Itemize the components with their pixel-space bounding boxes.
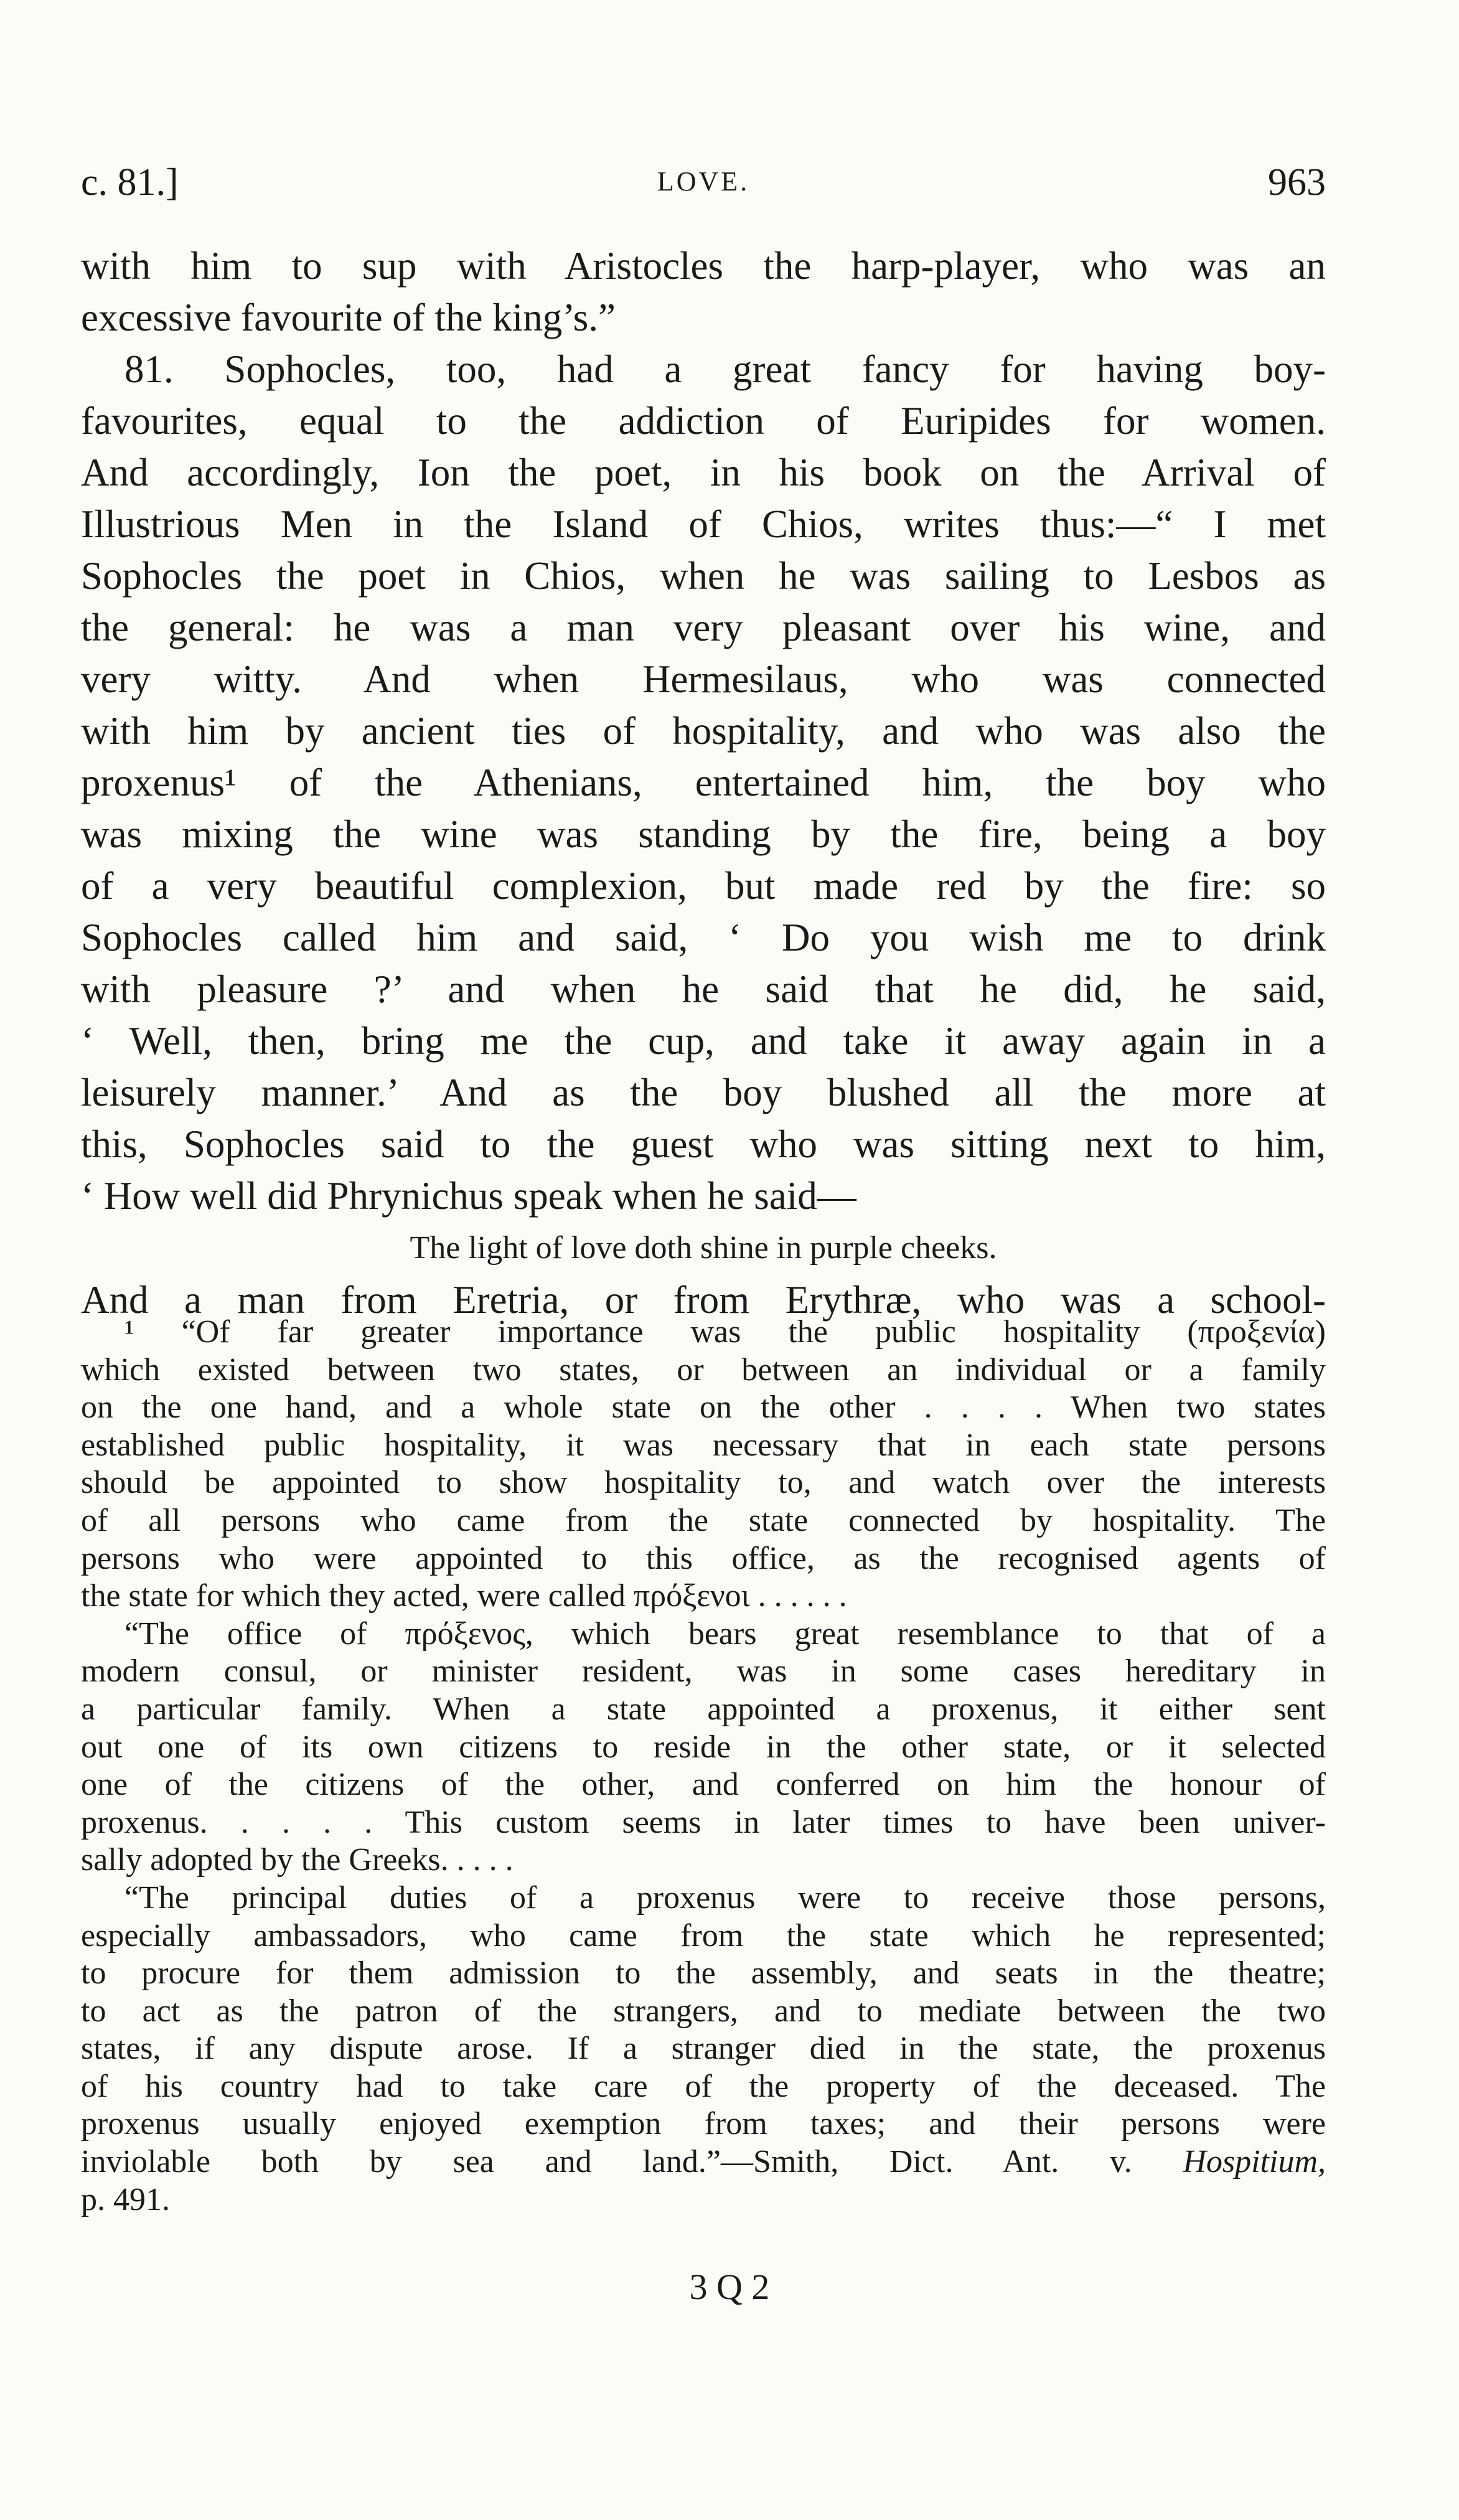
footnote-line: p. 491. xyxy=(81,2181,170,2217)
footnote-line: established public hospitality, it was necessary that in each state persons xyxy=(81,1427,1326,1463)
text-line: proxenus¹ of the Athenians, entertained him, the boy who xyxy=(81,761,1326,804)
text-line: very witty. And when Hermesilaus, who was connected xyxy=(81,657,1326,701)
footnote-line: states, if any dispute arose. If a stranger died in the state, the proxenus xyxy=(81,2031,1326,2067)
citation-text: inviolable both by sea and land.”—Smith, Dict. Ant. v. xyxy=(81,2144,1132,2180)
text-line: leisurely manner.’ And as the boy blushed all the more at xyxy=(81,1071,1326,1114)
page-number: 963 xyxy=(1268,161,1326,204)
footnote-line: out one of its own citizens to reside in the other state, or it selected xyxy=(81,1729,1326,1765)
footnote-line: a particular family. When a state appointed a proxenus, it either sent xyxy=(81,1691,1326,1727)
text-line: the general: he was a man very pleasant over his wine, and xyxy=(81,606,1326,649)
main-text xyxy=(81,240,1326,1326)
footnote-line: “The office of πρόξενος, which bears great resemblance to that of a xyxy=(124,1615,1326,1652)
text-line: And accordingly, Ion the poet, in his book on the Arrival of xyxy=(81,451,1326,494)
citation-italic: Hospitium, xyxy=(1183,2144,1326,2180)
footnote-line: of all persons who came from the state connected by hospitality. The xyxy=(81,1502,1326,1538)
signature-mark: 3 Q 2 xyxy=(689,2267,770,2307)
footnote-line: on the one hand, and a whole state on the other . . . . When two states xyxy=(81,1389,1326,1426)
footnote-line: to procure for them admission to the assembly, and seats in the theatre; xyxy=(81,1955,1326,1991)
text-line: this, Sophocles said to the guest who was sitting next to him, xyxy=(81,1122,1326,1166)
text-line: 81. Sophocles, too, had a great fancy for having boy- xyxy=(124,347,1326,391)
text-line: Sophocles the poet in Chios, when he was sailing to Lesbos as xyxy=(81,554,1326,598)
footnote-line xyxy=(81,2143,1326,2181)
text-line: And a man from Eretria, or from Erythræ, who was a school- xyxy=(81,1278,1326,1322)
footnote-line: should be appointed to show hospitality to, and watch over the interests xyxy=(81,1465,1326,1501)
footnote-line: to act as the patron of the strangers, and to mediate between the two xyxy=(81,1993,1326,2029)
running-title: LOVE. xyxy=(657,166,750,197)
text-line: with pleasure ?’ and when he said that he did, he said, xyxy=(81,967,1326,1011)
footnote-line: which existed between two states, or between an individual or a family xyxy=(81,1352,1326,1388)
footnote-line: of his country had to take care of the property of the deceased. The xyxy=(81,2068,1326,2104)
verse-quotation: The light of love doth shine in purple cheeks. xyxy=(410,1230,997,1266)
footnote-line: sally adopted by the Greeks. . . . . xyxy=(81,1842,514,1878)
text-line: excessive favourite of the king’s.” xyxy=(81,296,616,339)
footnote-line: “The principal duties of a proxenus were to receive those persons, xyxy=(124,1879,1326,1916)
text-line: Illustrious Men in the Island of Chios, writes thus:—“ I met xyxy=(81,502,1326,546)
footnote-line: the state for which they acted, were called πρόξενοι . . . . . . xyxy=(81,1578,847,1614)
footnote xyxy=(81,1314,1326,2219)
footnote-line: persons who were appointed to this office, as the recognised agents of xyxy=(81,1540,1326,1576)
footnote-line: one of the citizens of the other, and conferred on him the honour of xyxy=(81,1767,1326,1803)
footnote-line: especially ambassadors, who came from the state which he represented; xyxy=(81,1917,1326,1953)
text-line: ‘ How well did Phrynichus speak when he said— xyxy=(81,1174,856,1218)
text-line: Sophocles called him and said, ‘ Do you wish me to drink xyxy=(81,916,1326,959)
running-header xyxy=(81,161,1326,217)
text-line: with him by ancient ties of hospitality, and who was also the xyxy=(81,709,1326,753)
footnote-line: proxenus usually enjoyed exemption from taxes; and their persons were xyxy=(81,2106,1326,2142)
footnote-line: ¹ “Of far greater importance was the public hospitality (προξενία) xyxy=(124,1314,1326,1350)
text-line: was mixing the wine was standing by the fire, being a boy xyxy=(81,812,1326,856)
footnote-line: modern consul, or minister resident, was in some cases hereditary in xyxy=(81,1653,1326,1690)
text-line: of a very beautiful complexion, but made red by the fire: so xyxy=(81,864,1326,908)
footnote-line: proxenus. . . . . This custom seems in later times to have been univer- xyxy=(81,1804,1326,1840)
text-line: with him to sup with Aristocles the harp-player, who was an xyxy=(81,244,1326,288)
text-line: favourites, equal to the addiction of Euripides for women. xyxy=(81,399,1326,443)
chapter-reference: c. 81.] xyxy=(81,161,179,204)
text-line: ‘ Well, then, bring me the cup, and take it away again in a xyxy=(81,1019,1326,1063)
